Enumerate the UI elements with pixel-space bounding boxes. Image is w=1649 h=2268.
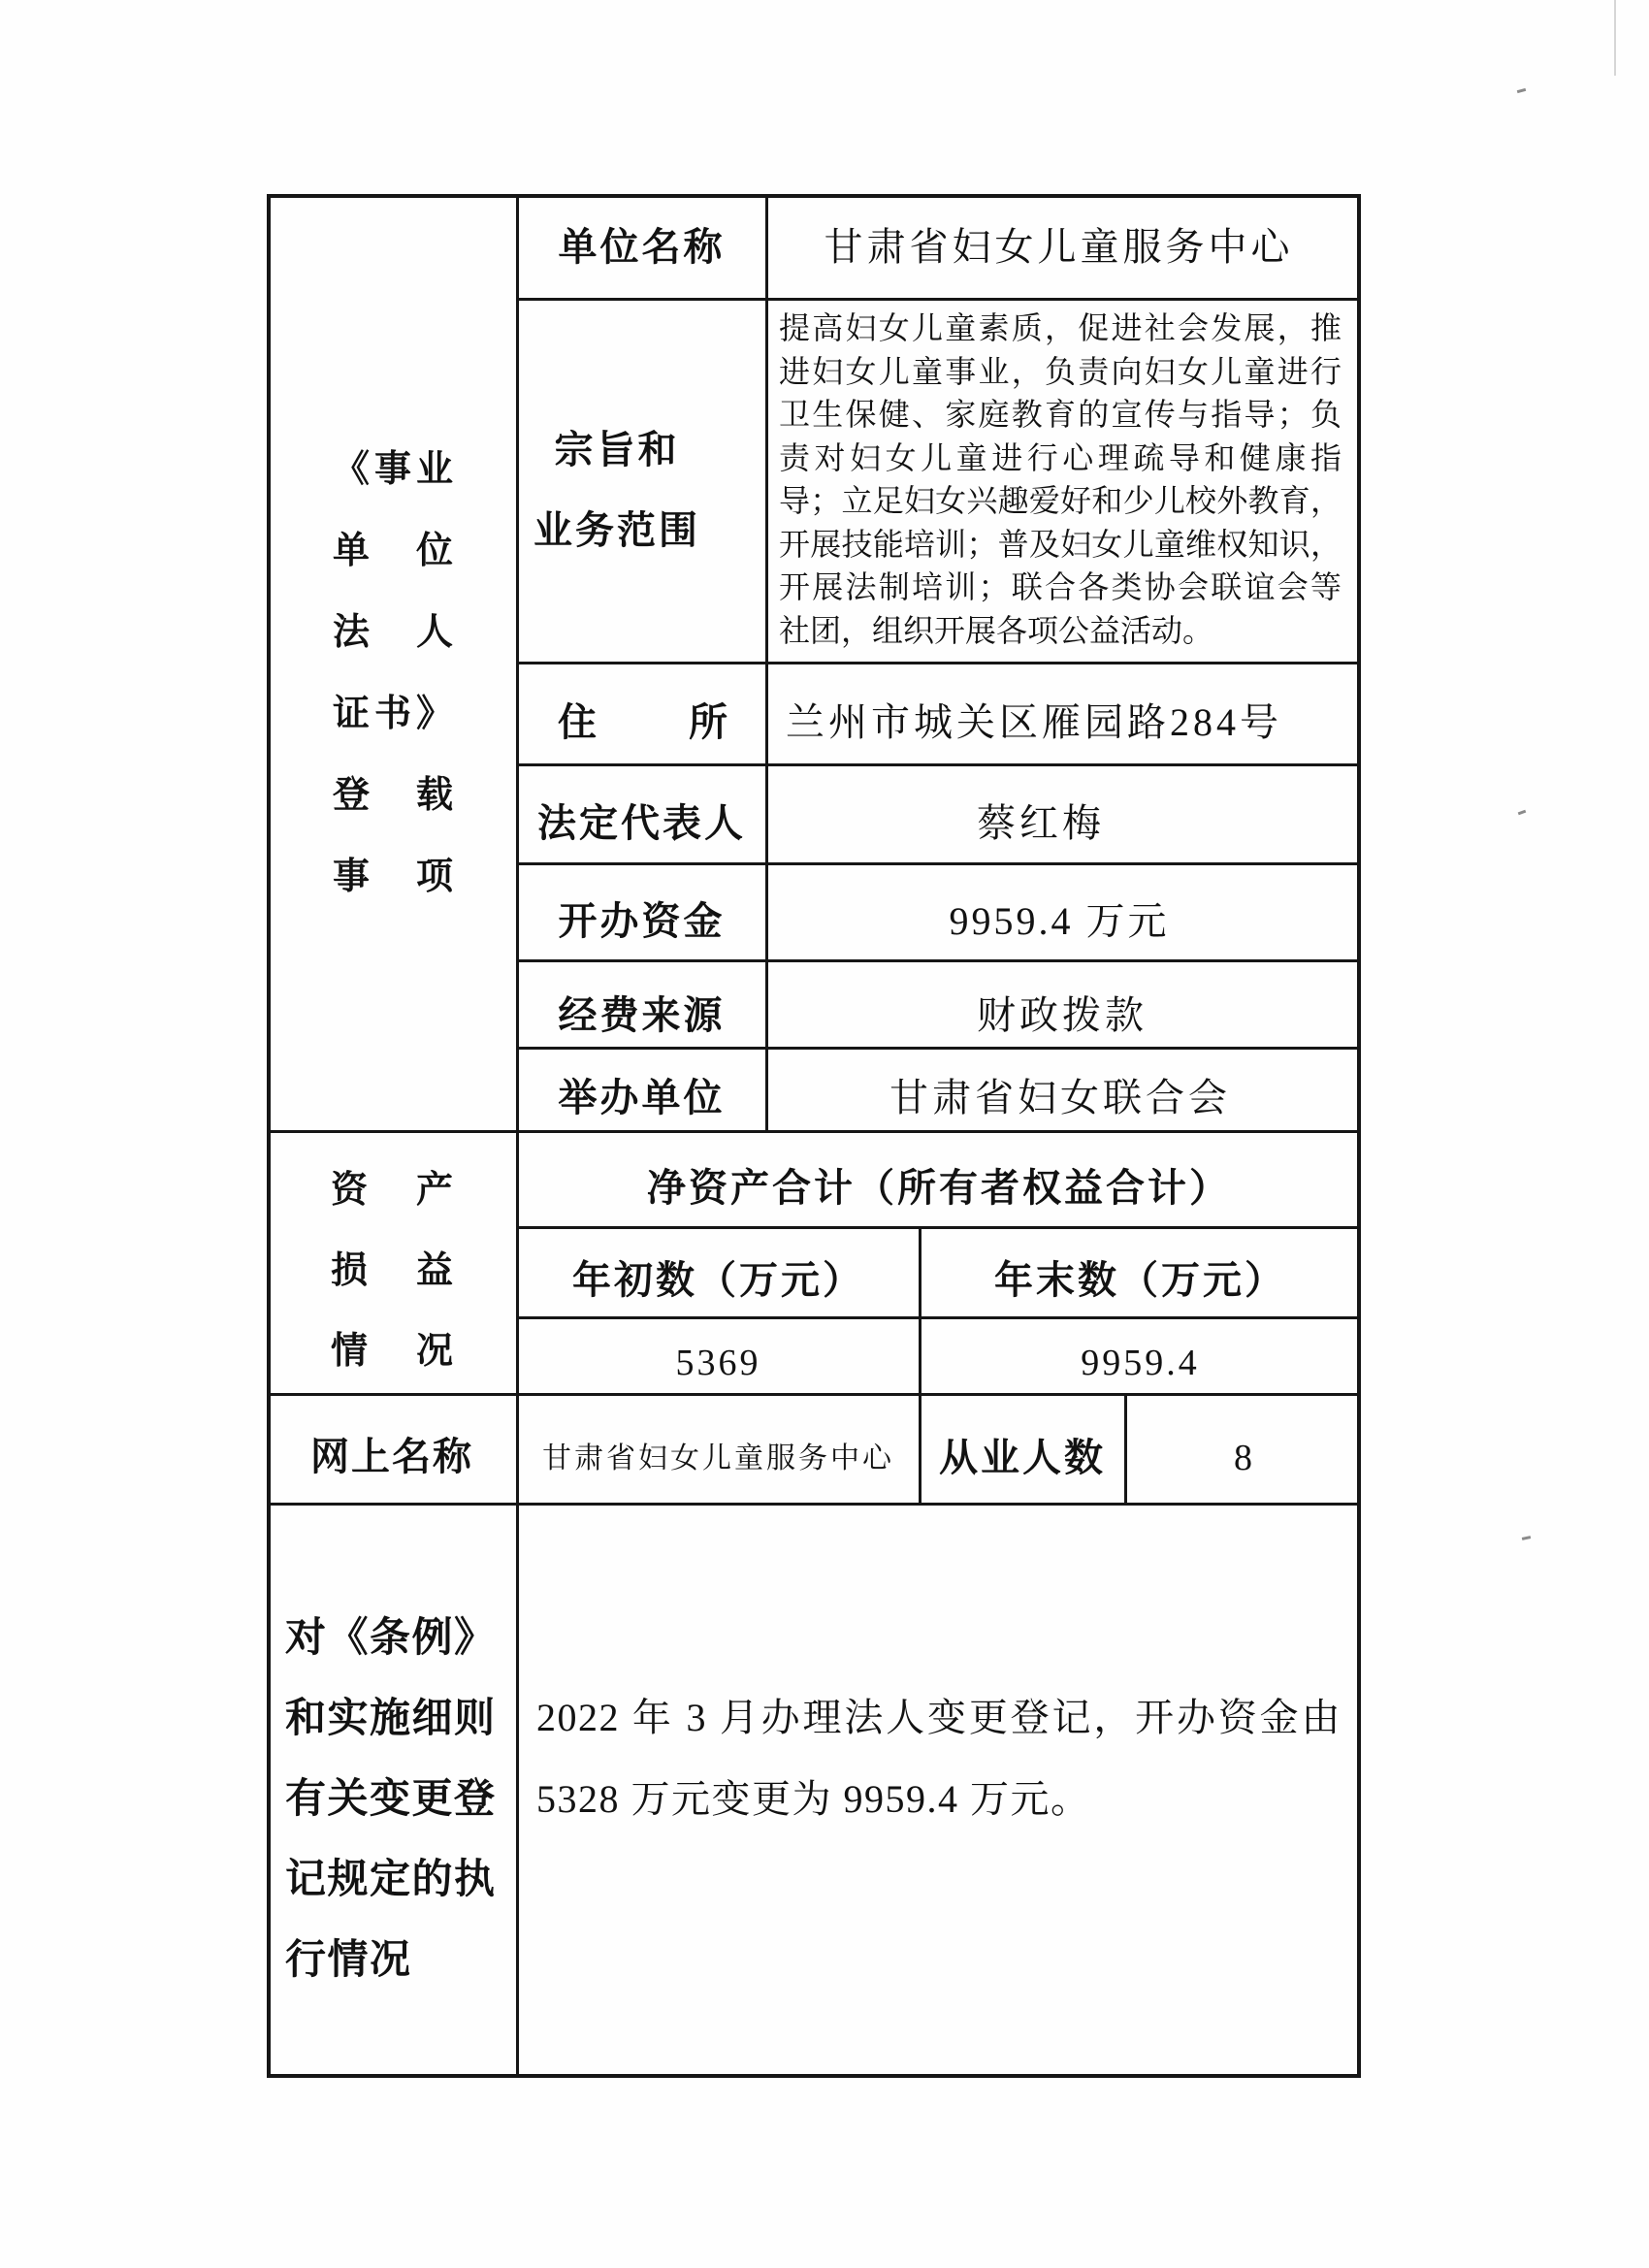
change-label-line: 有关变更登 [285,1774,497,1822]
purpose-label-line: 宗旨和 [554,428,680,472]
address-label: 住所 [558,700,728,745]
purpose-text-line: 提高妇女儿童素质，促进社会发展，推 [779,310,1342,345]
table-rule-horizontal [267,1503,1361,1506]
section-label-line: 法人 [333,610,453,653]
sponsor-label: 举办单位 [558,1076,726,1120]
table-rule-horizontal [517,1226,1361,1229]
change-label-line: 行情况 [285,1935,412,1983]
purpose-text-line: 开展技能培训；普及妇女儿童维权知识， [779,526,1342,562]
year-end-column-header: 年末数（万元） [994,1258,1286,1303]
section-label-line: 单位 [333,529,453,571]
table-rule-horizontal [517,662,1361,664]
change-label-line: 对《条例》 [285,1613,497,1661]
staff-count-value: 8 [1234,1438,1252,1478]
table-rule-horizontal [267,1393,1361,1396]
change-label-line: 记规定的执 [285,1855,497,1902]
change-label-line: 和实施细则 [285,1694,497,1741]
section-label-line: 损益 [331,1248,453,1291]
table-rule-horizontal [517,1047,1361,1050]
change-registration-text-line: 5328 万元变更为 9959.4 万元。 [536,1777,1091,1821]
address-value: 兰州市城关区雁园路284号 [786,700,1282,744]
sponsor-value: 甘肃省妇女联合会 [889,1076,1231,1119]
table-rule-horizontal [517,298,1361,301]
scan-artifact [1518,810,1527,816]
scan-artifact [1517,88,1526,93]
online-name-value: 甘肃省妇女儿童服务中心 [542,1442,894,1474]
table-rule-horizontal [517,862,1361,865]
table-rule-horizontal [267,1130,1361,1133]
table-rule-vertical [516,194,519,2078]
table-rule-horizontal [517,959,1361,962]
section-label-line: 《事业 [333,447,453,490]
purpose-text-line: 导；立足妇女兴趣爱好和少儿校外教育， [779,483,1342,518]
online-name-label: 网上名称 [310,1435,473,1479]
purpose-text-line: 进妇女儿童事业，负责向妇女儿童进行 [779,353,1342,389]
assets-section-label [331,1150,453,1391]
legal-representative-value: 蔡红梅 [977,801,1105,845]
year-end-value: 9959.4 [1081,1343,1200,1383]
purpose-text-line: 责对妇女儿童进行心理疏导和健康指 [779,439,1342,475]
start-capital-label: 开办资金 [558,899,726,944]
purpose-text-line: 社团，组织开展各项公益活动。 [779,612,1214,648]
purpose-label-line: 业务范围 [534,508,700,553]
net-assets-heading: 净资产合计（所有者权益合计） [647,1166,1231,1211]
purpose-value [779,307,1342,652]
table-rule-horizontal [517,763,1361,766]
section-label-line: 登载 [333,773,453,816]
purpose-text-line: 卫生保健、家庭教育的宣传与指导；负 [779,397,1342,432]
registration-section-label [333,428,453,917]
section-label-line: 情况 [331,1329,453,1372]
change-registration-text-line: 2022 年 3 月办理法人变更登记，开办资金由 [536,1696,1342,1739]
legal-representative-label: 法定代表人 [537,801,746,846]
section-label-line: 事项 [333,855,453,897]
section-label-line: 资产 [331,1168,453,1211]
change-registration-label [285,1597,514,1999]
staff-count-label: 从业人数 [939,1436,1106,1480]
unit-name-label: 单位名称 [558,225,726,270]
unit-name-value: 甘肃省妇女儿童服务中心 [824,225,1294,269]
scan-artifact [1522,1536,1531,1540]
section-label-line: 证书》 [333,692,453,734]
funding-source-label: 经费来源 [558,993,726,1038]
purpose-label [524,410,710,571]
start-capital-value: 9959.4 万元 [949,899,1170,943]
table-rule-horizontal [517,1316,1361,1319]
year-start-value: 5369 [675,1343,761,1383]
year-start-column-header: 年初数（万元） [572,1258,864,1303]
funding-source-value: 财政拨款 [977,993,1148,1037]
purpose-text-line: 开展法制培训；联合各类协会联谊会等 [779,569,1342,604]
scan-edge-line [1614,0,1616,76]
